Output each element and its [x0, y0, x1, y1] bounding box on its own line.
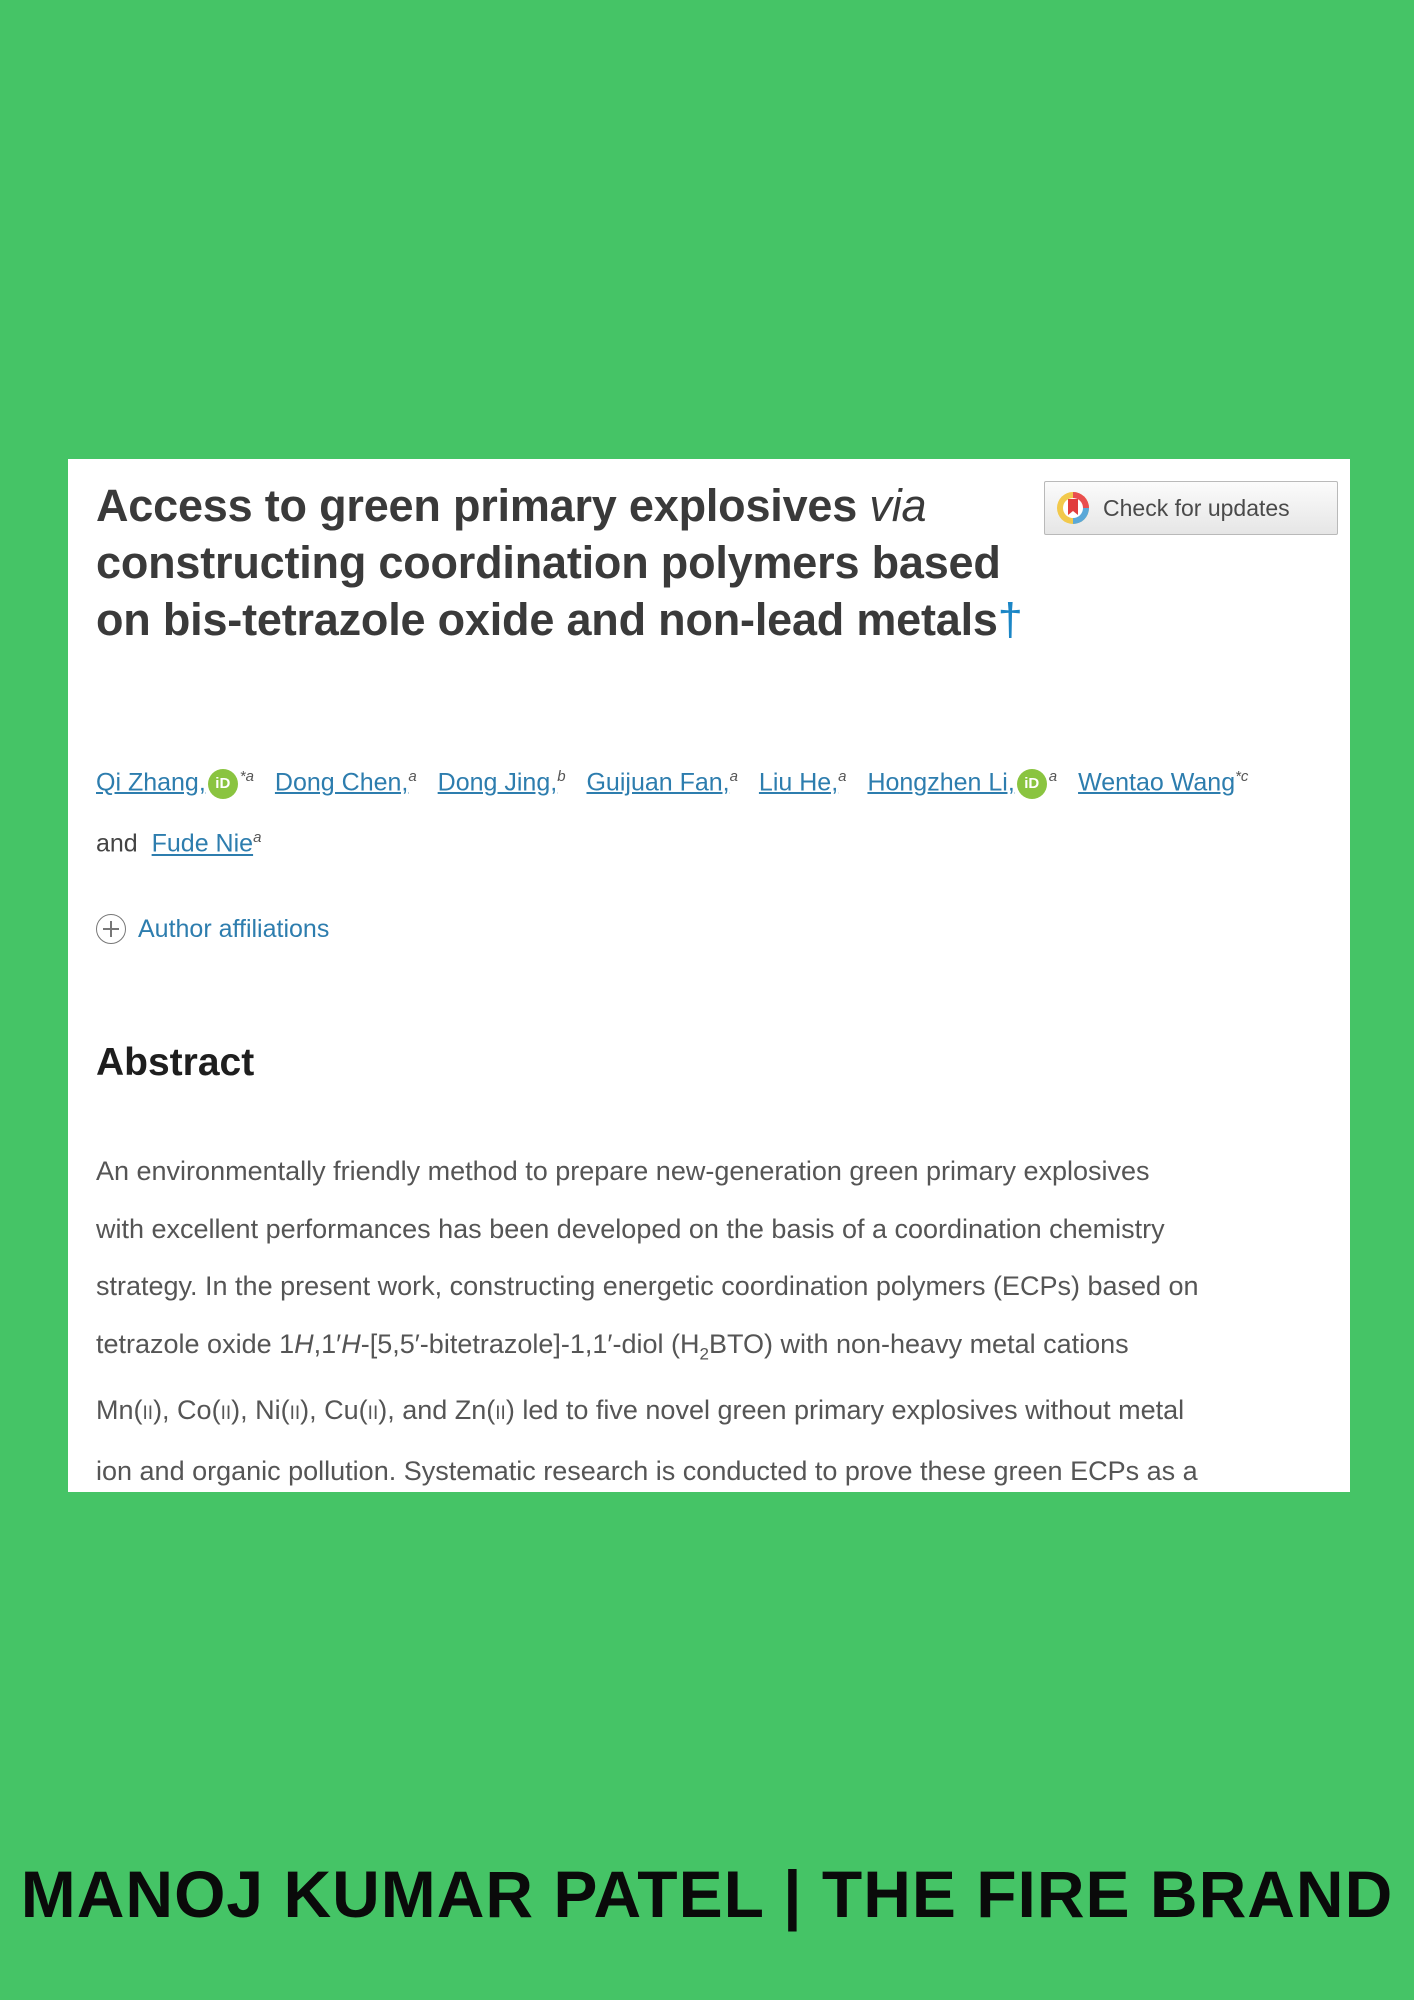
author-affiliation-marker: a: [408, 768, 417, 785]
title-italic: via: [869, 480, 927, 531]
title-footnote-link[interactable]: †: [997, 594, 1023, 645]
abstract-line: Mn(II), Co(II), Ni(II), Cu(II), and Zn(II) led to five novel green primary explosives without metal: [96, 1395, 1185, 1426]
author-link[interactable]: Guijuan Fan,: [586, 768, 730, 797]
orcid-icon[interactable]: iD: [1017, 769, 1047, 799]
abstract-line: An environmentally friendly method to prepare new-generation green primary explosives: [96, 1156, 1150, 1186]
author-affiliation-marker: *c: [1235, 768, 1249, 785]
crossmark-icon: [1055, 490, 1091, 526]
author-affiliation-marker: a: [1048, 768, 1058, 785]
article-title: Access to green primary explosives via constructing coordination polymers based on bis-tetrazole oxide and non-lead metals†: [96, 480, 1023, 645]
author-affiliation-marker: b: [557, 768, 566, 785]
author-link[interactable]: Dong Jing,: [437, 768, 558, 797]
author-affiliations-label: Author affiliations: [138, 914, 330, 943]
abstract-line: with excellent performances has been developed on the basis of a coordination chemistry: [96, 1213, 1165, 1244]
author-list: [96, 749, 1336, 872]
author-link[interactable]: Fude Nie: [151, 829, 254, 858]
author-link[interactable]: Wentao Wang: [1078, 768, 1236, 797]
author-link[interactable]: Qi Zhang,: [96, 768, 206, 797]
abstract-line: strategy. In the present work, constructing energetic coordination polymers (ECPs) based on: [96, 1271, 1199, 1301]
author-link[interactable]: Liu He,: [758, 768, 839, 797]
author-affiliation-marker: *a: [239, 768, 254, 785]
author-link[interactable]: Dong Chen,: [274, 768, 409, 797]
author-link[interactable]: Hongzhen Li,: [867, 768, 1015, 797]
author-affiliation-marker: a: [729, 768, 738, 785]
and-word: and: [96, 829, 138, 858]
check-for-updates-button[interactable]: [1044, 481, 1338, 535]
abstract-line: tetrazole oxide 1H,1′H-[5,5′-bitetrazole]-1,1′-diol $(H_2BTO)$ with non-heavy metal cations: [96, 1328, 1129, 1363]
abstract-text: [96, 1143, 1336, 1492]
check-for-updates-label: Check for updates: [1103, 494, 1290, 521]
article-card: [68, 459, 1350, 1492]
orcid-icon[interactable]: iD: [208, 769, 238, 799]
author-affiliation-marker: a: [838, 768, 847, 785]
expand-plus-icon: [96, 914, 126, 944]
abstract-line: ion and organic pollution. Systematic research is conducted to prove these green ECPs as a: [96, 1455, 1198, 1486]
author-affiliations-toggle[interactable]: [96, 914, 329, 944]
abstract-heading: Abstract: [96, 1041, 255, 1084]
footer-brand-text: MANOJ KUMAR PATEL | THE FIRE BRAND: [20, 1857, 1394, 1931]
author-affiliation-marker: a: [253, 829, 262, 847]
